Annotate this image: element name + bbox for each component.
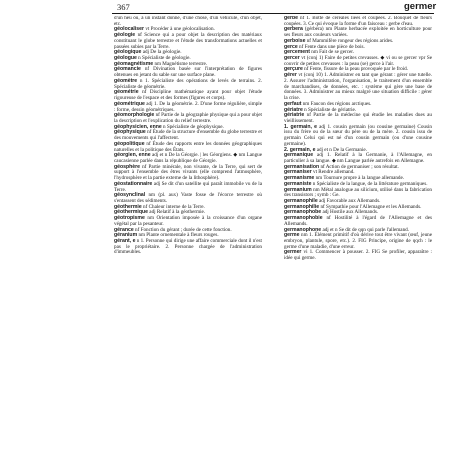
entry-headword: géologie — [114, 32, 136, 39]
entry-headword: géostationnaire — [114, 180, 153, 187]
left-column — [114, 16, 262, 462]
entry-definition: n 1. Spécialiste des opérations de levés de terrains. 2. Spécialiste de géométrie. — [114, 77, 262, 90]
entry-headword: géomancie — [114, 66, 141, 73]
page-number: 367 — [117, 2, 130, 12]
entry-definition: adj Se dit d'un satellite qui paraît immobile vu de la Terre. — [114, 180, 262, 193]
dictionary-entry — [284, 125, 432, 148]
entry-headword: germer — [284, 249, 302, 256]
entry-headword: gérer — [284, 72, 297, 79]
entry-definition: nf 1. Botte de céréales liées et coupées. 2. Bouquet de fleurs coupées. 3. Ce qui évoque la forme d'un faisceau : gerbe d'eau. — [284, 16, 432, 27]
entry-headword: gérant, e — [114, 238, 136, 245]
entry-definition: n Spécialiste de gériatrie. — [304, 106, 357, 113]
entry-headword: géométrique — [114, 100, 145, 107]
entry-headword: germanophilie — [284, 203, 320, 210]
entry-headword: germaniste — [284, 180, 312, 187]
entry-headword: germaniser — [284, 169, 312, 176]
entry-headword: géomagnétisme — [114, 60, 154, 67]
entry-definition: nf Mammifère rongeur des régions arides. — [306, 37, 394, 44]
entry-definition: adj et n De la Germanie. — [316, 146, 367, 153]
entry-definition: nf Action de germaniser ; son résultat. — [320, 163, 399, 170]
entry-headword: gerboise — [284, 37, 306, 44]
entry-definition: nf Hostilité à l'égard de l'Allemagne et des Allemands. — [284, 215, 432, 227]
entry-definition: d'un heu ou, à un instant donné, d'une chose, d'un véhicule, d'un objet, etc. — [114, 16, 262, 27]
entry-definition: nf Étude de la structure d'ensemble du globe terrestre et des mouvements qui l'affectent. — [114, 129, 262, 142]
entry-definition: nf Sympathie pour l'Allemagne et les Allemands. — [320, 203, 422, 210]
entry-definition: nf Fonction du gérant ; durée de cette fonction. — [135, 226, 232, 233]
entry-definition: vt (conj 1) Faire de petites crevasses. ◆ vi ou se gercer vpr Se couvrir de petites crevasses : la peau (se) gerce à l'air. — [284, 55, 432, 67]
entry-definition: nf Discipline mathématique ayant pour objet l'étude rigoureuse de l'espace et des formes (figures et corps). — [114, 89, 262, 102]
entry-headword: géomorphologie — [114, 112, 155, 119]
entry-headword: germanophobe — [284, 209, 322, 216]
entry-definition: nf Divination basée sur l'interprétation de figures obtenues en jetant du sable sur une surface plane. — [114, 66, 262, 79]
entry-headword: géranium — [114, 232, 138, 239]
entry-definition: nf Partie de la géographie physique qui a pour objet la description et l'explication du relief terrestre. — [114, 112, 262, 124]
entry-definition: nm Magnétisme terrestre. — [154, 60, 208, 67]
entry-headword: géotropisme — [114, 215, 145, 222]
entry-headword: gerfaut — [284, 100, 302, 107]
entry-definition: vt Procéder à une géolocalisation. — [145, 26, 215, 33]
entry-definition: nf Fente dans une pièce de bois. — [299, 43, 365, 50]
entry-headword: géothermie — [114, 203, 142, 210]
entry-definition: nm Faucon des régions arctiques. — [302, 100, 372, 107]
entry-headword: géorgien, enne — [114, 152, 151, 159]
entry-definition: n Spécialiste de la langue, de la littérature germaniques. — [312, 180, 428, 187]
running-head: germer — [404, 1, 437, 12]
dictionary-entry — [114, 239, 262, 256]
entry-headword: gérance — [114, 226, 134, 233]
entry-definition: adj Favorable aux Allemands. — [319, 198, 381, 204]
entry-definition: nm Fait de se gercer. — [311, 49, 354, 56]
entry-definition: nf Chaleur interne de la Terre. — [143, 203, 205, 210]
entry-definition: adj 1. Relatif à la Germanie, à l'Allemagne, en particulier à sa langue. ◆ nm Langue parlée autrefois en Allemagne. — [284, 152, 432, 164]
entry-headword: germanophile — [284, 198, 318, 204]
entry-definition: nm Orientation imposée à la croissance d'un organe végétal par la pesanteur. — [114, 215, 262, 227]
entry-definition: nm Plante ornementale à fleurs rouges. — [138, 232, 219, 239]
entry-headword: gerçure — [284, 66, 303, 73]
entry-definition: n 1. Personne qui dirige une affaire commerciale dont il n'est pas le propriétaire. 2. Personne chargée de l'administration d'immeubles. — [114, 238, 262, 256]
entry-headword: géologue — [114, 55, 137, 62]
entry-headword: géopolitique — [114, 140, 145, 147]
entry-headword: géomètre — [114, 77, 138, 84]
entry-definition: adj Hostile aux Allemands. — [322, 209, 379, 216]
dictionary-entry — [114, 165, 262, 182]
entry-headword: germanophobie — [284, 215, 323, 222]
entry-definition: (gérbéra) nm Plante herbacée exploitée en horticulture pour ses fleurs aux couleurs variées. — [284, 26, 432, 39]
entry-definition: vt Rendre allemand. — [313, 169, 355, 176]
entry-definition: nm 1. Élément primitif d'où dérive tout être vivant (œuf, jeune embryon, plantule, spore, etc.). 2. FIG Principe, origine de qqch : le germe d'une maladie, d'une erreur. — [284, 232, 432, 250]
entry-headword: 1. germain, e — [284, 123, 318, 130]
entry-headword: germanique — [284, 152, 314, 159]
entry-headword: gercement — [284, 49, 310, 56]
entry-headword: gerbera — [284, 26, 303, 33]
entry-definition: nm Métal analogue au silicium, utilisé dans la fabrication des transistors ; symb : Ge. — [284, 186, 432, 199]
entry-headword: géométrie — [114, 89, 139, 96]
entry-headword: géothermique — [114, 209, 148, 216]
entry-headword: gerbe — [284, 16, 298, 21]
entry-definition: nm Tournure propre à la langue allemande. — [315, 175, 405, 182]
entry-headword: gerce — [284, 43, 298, 50]
entry-definition: nf Fente, fissure de la peau provoquée par le froid. — [304, 66, 408, 73]
entry-headword: germanisation — [284, 163, 320, 170]
right-column — [284, 16, 432, 462]
entry-headword: germanium — [284, 186, 312, 193]
entry-headword: géophysique — [114, 129, 146, 136]
entry-definition: vi 1. Commencer à pousser. 2. FIG Se profiler, apparaître : idée qui germe. — [284, 249, 432, 262]
entry-headword: germe — [284, 232, 300, 239]
entry-headword: géosphère — [114, 163, 140, 170]
entry-definition: adj 1. De la géométrie. 2. D'une forme régulière, simple : forme, dessin géométriques. — [114, 100, 262, 113]
entry-definition: nf Étude des rapports entre les données géographiques naturelles et la politique des États. — [114, 140, 262, 153]
dictionary-entry — [284, 233, 432, 250]
entry-definition: adj et n Se dit de qqn qui parle l'allemand. — [322, 226, 410, 233]
entry-definition: n Spécialiste de géologie. — [138, 55, 191, 62]
entry-definition: vt (conj 10) 1. Administrer en tant que gérant : gérer une tutelle. 2. Assurer l'administration, l'organisation, le traitement d'un ensemble de marchandises, de données, etc. : système qui gère une base de données. 3. Administrer au mieux malgré une situation difficile : gérer la crise. — [284, 72, 432, 102]
entry-headword: 2. germain, e — [284, 146, 316, 153]
entry-definition: adj 1. cousin germain (ou cousine germaine) Cousin issu du frère ou de la sœur du père ou de la mère. 2. cousin issu de germain Celui qui est né d'un cousin germain (ou d'une cousine germaine). — [284, 123, 432, 147]
dictionary-entry — [284, 73, 432, 102]
entry-definition: adj et n De la Géorgie. | les Géorgiens. ◆ nm Langue caucasienne parlée dans la république de Géorgie. — [114, 152, 262, 164]
entry-definition: adj De la géologie. — [142, 49, 182, 56]
dictionary-entry — [114, 33, 262, 50]
entry-headword: géophysicien, enne — [114, 123, 162, 130]
entry-definition: nf Partie de la médecine qui étudie les maladies dues au vieillissement. — [284, 112, 432, 124]
entry-headword: germanophone — [284, 226, 322, 233]
entry-definition: n Spécialiste de géophysique. — [163, 123, 224, 130]
entry-headword: géologique — [114, 49, 142, 56]
entry-definition: nf Science qui a pour objet la description des matériaux constituant le globe terrestre et l'étude des transformations actuelles et passées subies par la Terre. — [114, 32, 262, 50]
entry-definition: nf Partie minérale, non vivante, de la Terre, qui sert de support à l'ensemble des êtres vivants (elle comprend l'atmosphère, l'hydrosphère et la partie externe de la lithosphère). — [114, 163, 262, 182]
entry-headword: gériatre — [284, 106, 303, 113]
entry-headword: gériatrie — [284, 112, 305, 119]
dictionary-entry — [284, 250, 432, 261]
entry-headword: gercer — [284, 55, 300, 62]
header-rule — [112, 13, 434, 14]
entry-headword: germanisme — [284, 175, 315, 182]
entry-definition: adj Relatif à la géothermie. — [149, 209, 206, 216]
entry-definition: nm (pl. aux) Vaste fosse de l'écorce terrestre où s'entassent des sédiments. — [114, 192, 262, 204]
entry-headword: géosynclinal — [114, 192, 146, 199]
entry-headword: géolocaliser — [114, 26, 145, 33]
